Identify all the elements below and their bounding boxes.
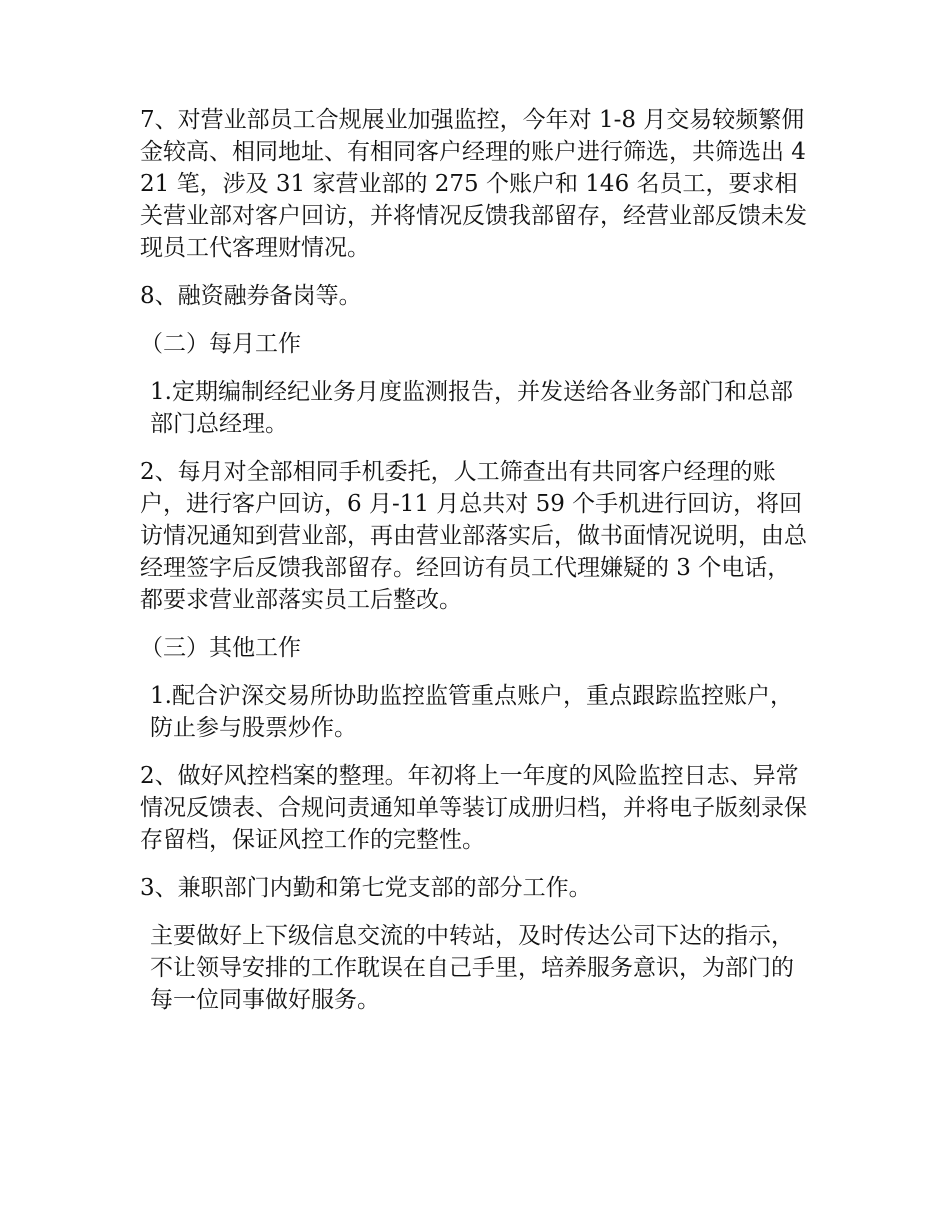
- paragraph-monthly-1: 1.定期编制经纪业务月度监测报告，并发送给各业务部门和总部部门总经理。: [150, 379, 793, 437]
- paragraph-item-7: 7、对营业部员工合规展业加强监控，今年对 1-8 月交易较频繁佣金较高、相同地址、有相同客户经理的账户进行筛选，共筛选出 421 笔，涉及 31 家营业部的 275 个账户和 146 名员工，要求相关营业部对客户回访，并将情况反馈我部留存，经营业部反馈未发现员工代客理财情况。: [140, 107, 807, 261]
- document-body: [140, 104, 812, 1032]
- paragraph-item-8: 8、融资融券备岗等。: [140, 283, 362, 309]
- paragraph-service-summary: 主要做好上下级信息交流的中转站，及时传达公司下达的指示，不让领导安排的工作耽误在自己手里，培养服务意识，为部门的每一位同事做好服务。: [150, 923, 794, 1013]
- section-heading-monthly-work: （二）每月工作: [140, 331, 301, 357]
- paragraph-other-2: 2、做好风控档案的整理。年初将上一年度的风险监控日志、异常情况反馈表、合规问责通知单等装订成册归档，并将电子版刻录保存留档，保证风控工作的完整性。: [140, 763, 807, 853]
- paragraph-other-3: 3、兼职部门内勤和第七党支部的部分工作。: [140, 875, 592, 901]
- paragraph-other-1: 1.配合沪深交易所协助监控监管重点账户，重点跟踪监控账户，防止参与股票炒作。: [150, 683, 793, 741]
- paragraph-monthly-2: 2、每月对全部相同手机委托，人工筛查出有共同客户经理的账户，进行客户回访，6 月-11 月总共对 59 个手机进行回访，将回访情况通知到营业部，再由营业部落实后，做书面情况说明，由总经理签字后反馈我部留存。经回访有员工代理嫌疑的 3 个电话，都要求营业部落实员工后整改。: [140, 459, 807, 613]
- section-heading-other-work: （三）其他工作: [140, 635, 301, 661]
